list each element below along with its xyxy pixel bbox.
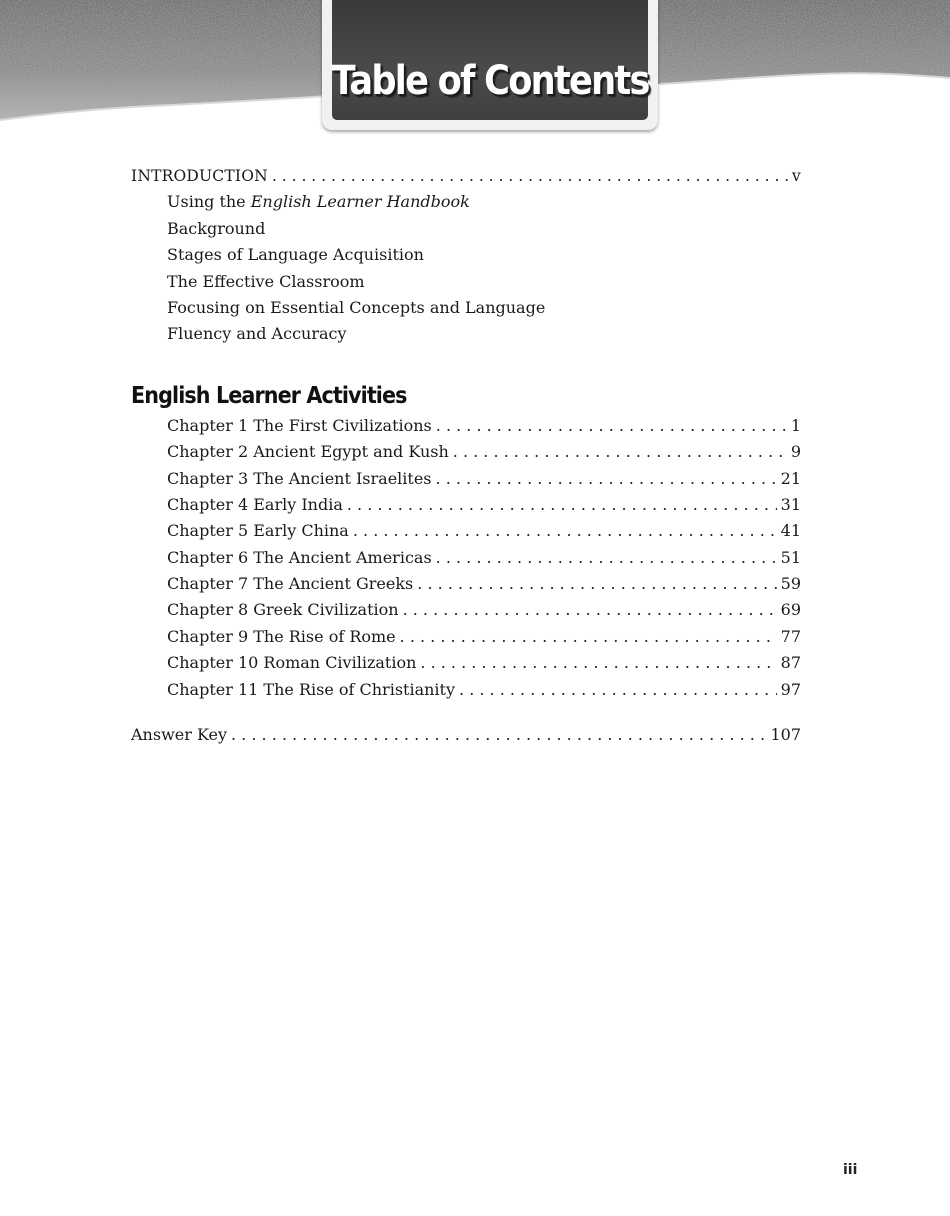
dot-leader bbox=[436, 545, 777, 571]
toc-entry-page: 41 bbox=[780, 521, 801, 541]
page-title: Table of Contents bbox=[331, 58, 649, 104]
dot-leader bbox=[403, 597, 777, 623]
toc-entry-page: 87 bbox=[780, 653, 801, 673]
toc-entry-chapter-6[interactable] bbox=[131, 545, 801, 571]
toc-entry-chapter-3[interactable] bbox=[131, 466, 801, 492]
toc-entry-page: 21 bbox=[780, 468, 801, 488]
toc-entry-page: 77 bbox=[780, 626, 801, 646]
toc-entry-page: 69 bbox=[780, 600, 801, 620]
toc-entry-label: Chapter 10 Roman Civilization bbox=[167, 653, 417, 673]
toc-entry-label: Chapter 8 Greek Civilization bbox=[167, 600, 399, 620]
toc-entry-answer-key[interactable] bbox=[131, 722, 801, 748]
dot-leader bbox=[400, 624, 777, 650]
page-number: iii bbox=[843, 1162, 858, 1178]
toc-entry-chapter-8[interactable] bbox=[131, 597, 801, 623]
toc-entry-chapter-11[interactable] bbox=[131, 677, 801, 703]
toc-entry-chapter-9[interactable] bbox=[131, 624, 801, 650]
toc-entry-label: Answer Key bbox=[131, 725, 227, 745]
dot-leader bbox=[272, 163, 788, 189]
toc-entry-label: Chapter 5 Early China bbox=[167, 521, 349, 541]
toc-entry-page: v bbox=[792, 167, 801, 185]
toc-entry-label: Chapter 6 The Ancient Americas bbox=[167, 547, 432, 567]
toc-entry-label: INTRODUCTION bbox=[131, 167, 268, 185]
toc-entry-chapter-7[interactable] bbox=[131, 571, 801, 597]
intro-subitem: Fluency and Accuracy bbox=[167, 324, 347, 344]
toc-entry-label: Chapter 11 The Rise of Christianity bbox=[167, 679, 456, 699]
toc-entry-label: Chapter 1 The First Civilizations bbox=[167, 415, 432, 435]
toc-entry-label: Chapter 3 The Ancient Israelites bbox=[167, 468, 432, 488]
toc-entry-page: 107 bbox=[770, 725, 801, 745]
intro-subitem: Stages of Language Acquisition bbox=[167, 245, 424, 265]
dot-leader bbox=[436, 466, 777, 492]
dot-leader bbox=[353, 518, 777, 544]
toc-entry-page: 1 bbox=[790, 415, 801, 435]
toc-entry-chapter-2[interactable] bbox=[131, 439, 801, 465]
intro-subitem: The Effective Classroom bbox=[167, 271, 365, 291]
toc-entry-chapter-5[interactable] bbox=[131, 518, 801, 544]
dot-leader bbox=[436, 413, 787, 439]
toc-entry-page: 9 bbox=[790, 442, 801, 462]
intro-subitem: Focusing on Essential Concepts and Language bbox=[167, 297, 546, 317]
dot-leader bbox=[453, 439, 787, 465]
toc-entry-chapter-10[interactable] bbox=[131, 650, 801, 676]
toc-entry-page: 31 bbox=[780, 494, 801, 514]
toc-entry-label: Chapter 7 The Ancient Greeks bbox=[167, 574, 414, 594]
handbook-title: English Learner Handbook bbox=[250, 192, 470, 212]
table-of-contents bbox=[131, 163, 801, 748]
toc-entry-page: 51 bbox=[780, 547, 801, 567]
toc-entry-page: 59 bbox=[780, 574, 801, 594]
header-banner bbox=[0, 0, 950, 140]
toc-entry-label: Chapter 2 Ancient Egypt and Kush bbox=[167, 442, 449, 462]
toc-entry-page: 97 bbox=[780, 679, 801, 699]
dot-leader bbox=[420, 650, 776, 676]
toc-entry-label: Chapter 4 Early India bbox=[167, 494, 343, 514]
intro-subitem: Background bbox=[167, 218, 266, 238]
toc-entry-introduction[interactable] bbox=[131, 163, 801, 189]
toc-entry-chapter-1[interactable] bbox=[131, 413, 801, 439]
dot-leader bbox=[347, 492, 777, 518]
spacer bbox=[131, 703, 801, 722]
toc-entry-label: Chapter 9 The Rise of Rome bbox=[167, 626, 396, 646]
title-panel bbox=[332, 0, 648, 120]
dot-leader bbox=[231, 722, 766, 748]
dot-leader bbox=[417, 571, 776, 597]
intro-subitem: Using the English Learner Handbook bbox=[167, 192, 470, 212]
toc-entry-chapter-4[interactable] bbox=[131, 492, 801, 518]
dot-leader bbox=[459, 677, 777, 703]
section-heading-activities: English Learner Activities bbox=[131, 382, 407, 409]
title-frame bbox=[322, 0, 658, 130]
